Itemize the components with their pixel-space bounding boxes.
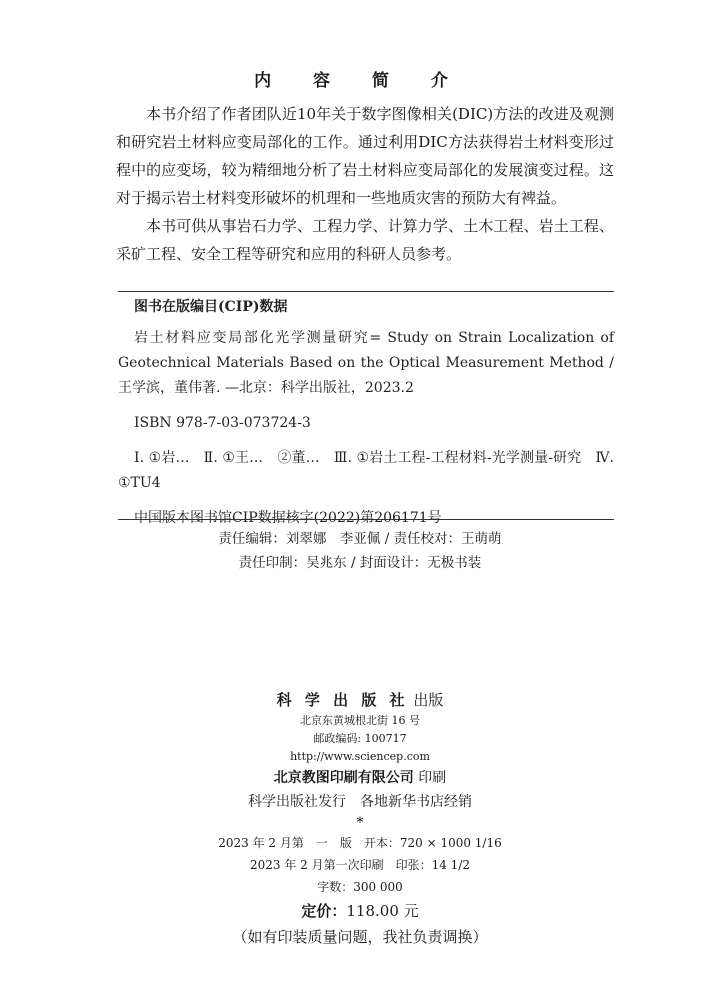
- credit-line: 责任印制：吴兆东 / 封面设计：无极书装: [238, 555, 482, 571]
- colophon: [0, 688, 720, 950]
- publisher-line: [0, 688, 720, 712]
- cip-verification: 中国版本图书馆CIP数据核字(2022)第206171号: [134, 510, 442, 526]
- printer-suffix: 印刷: [418, 770, 447, 786]
- distribution-line: 科学出版社发行 各地新华书店经销: [248, 794, 472, 810]
- word-count: 字数：300 000: [317, 880, 403, 894]
- edition-line: 2023 年 2 月第 一 版 开本：720 × 1000 1/16: [218, 836, 502, 850]
- summary-title: 内 容 简 介: [254, 71, 466, 91]
- publisher-postcode: 邮政编码: 100717: [313, 732, 407, 745]
- publisher-url: http://www.sciencep.com: [290, 750, 430, 763]
- cip-record: 岩土材料应变局部化光学测量研究= Study on Strain Localization of Geotechnical Materials Based on the Optical Measurement Method / 王学滨，董伟著. —北京：科学出版社，2023.2: [118, 330, 614, 396]
- cip-top-rule: [118, 291, 614, 292]
- summary-paragraph: 本书可供从事岩石力学、工程力学、计算力学、土木工程、岩土工程、采矿工程、安全工程等研究和应用的科研人员参考。: [116, 217, 614, 263]
- credits: [0, 527, 720, 575]
- price-label: 定价：: [301, 902, 347, 920]
- price-value: 118.00 元: [346, 902, 419, 920]
- publisher-address: 北京东黄城根北街 16 号: [300, 714, 420, 727]
- cip-bottom-rule: [118, 519, 614, 520]
- printing-line: 2023 年 2 月第一次印刷 印张：14 1/2: [249, 858, 470, 872]
- credit-line: 责任编辑：刘翠娜 李亚佩 / 责任校对：王萌萌: [218, 531, 502, 547]
- summary-paragraph: 本书介绍了作者团队近10年关于数字图像相关(DIC)方法的改进及观测和研究岩土材料应变局部化的工作。通过利用DIC方法获得岩土材料变形过程中的应变场，较为精细地分析了岩土材料应变局部化的发展演变过程。这对于揭示岩土材料变形破坏的机理和一些地质灾害的预防大有裨益。: [116, 105, 614, 207]
- printer-line: [0, 766, 720, 790]
- printer-name: 北京教图印刷有限公司: [273, 770, 414, 786]
- cip-heading: 图书在版编目(CIP)数据: [134, 299, 288, 315]
- summary-section: [116, 100, 614, 268]
- cip-isbn: ISBN 978-7-03-073724-3: [134, 415, 311, 431]
- cip-classification: Ⅰ. ①岩… Ⅱ. ①王… ②董… Ⅲ. ①岩土工程-工程材料-光学测量-研究 Ⅳ. ①TU4: [118, 450, 614, 491]
- quality-note: （如有印装质量问题，我社负责调换）: [232, 928, 488, 946]
- separator-star: *: [356, 815, 364, 831]
- cip-block: [118, 296, 614, 531]
- publisher-suffix: 出版: [413, 691, 444, 709]
- price-line: [0, 898, 720, 924]
- publisher-name: 科 学 出 版 社: [276, 691, 409, 709]
